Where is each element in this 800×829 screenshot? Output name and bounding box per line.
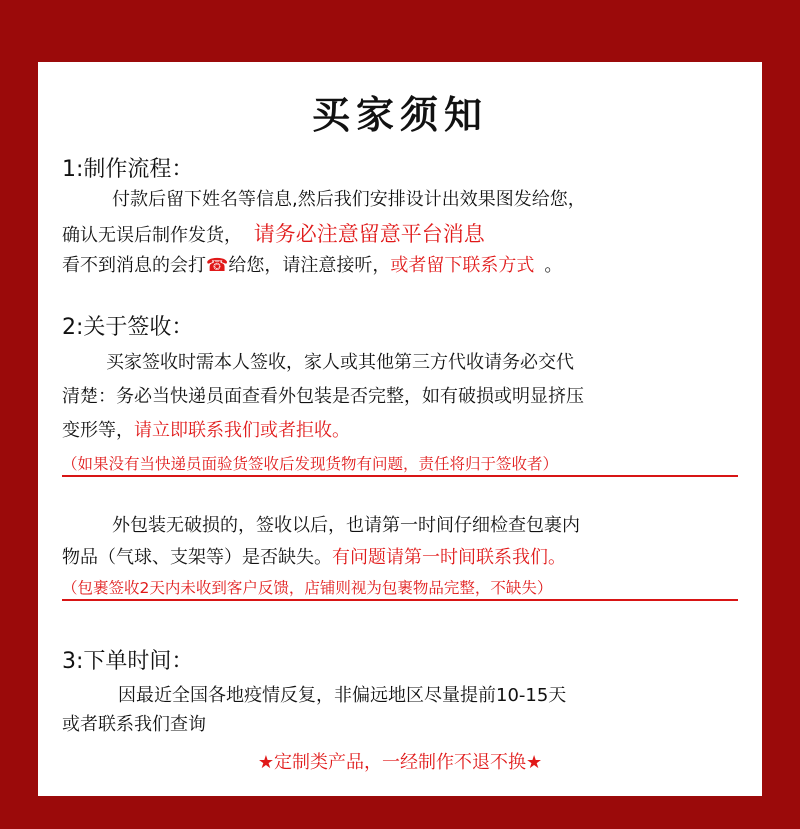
notice-card xyxy=(38,62,762,796)
section1-platform-message-note: 请务必注意留意平台消息 xyxy=(253,222,485,246)
section2-reject-note: 请立即联系我们或者拒收。 xyxy=(134,420,350,441)
section1-contact-note: 或者留下联系方式 xyxy=(390,255,535,276)
phone-icon: ☎ xyxy=(206,255,229,276)
section3-line1: 因最近全国各地疫情反复，非偏远地区尽量提前10-15天 xyxy=(118,685,567,706)
section1-line2-text: 确认无误后制作发货， xyxy=(62,225,242,246)
section2-line5-text: 物品（气球、支架等）是否缺失。 xyxy=(62,547,332,568)
page-title: 买家须知 xyxy=(311,93,488,137)
section1-heading: 1:制作流程： xyxy=(62,157,194,182)
footer-notice: ★定制类产品，一经制作不退不换★ xyxy=(257,752,543,773)
section1-line3-text-b: 给您，请注意接听， xyxy=(228,255,391,276)
section2-note2: （包裹签收2天内未收到客户反馈，店铺则视为包裹物品完整，不缺失） xyxy=(62,579,553,597)
section2-note1-underline xyxy=(62,475,738,477)
section2-contact-note: 有问题请第一时间联系我们。 xyxy=(332,547,566,568)
section2-note2-underline xyxy=(62,599,738,601)
section1-line1: 付款后留下姓名等信息,然后我们安排设计出效果图发给您， xyxy=(112,189,586,210)
section1-line3-text-a: 看不到消息的会打 xyxy=(62,255,206,276)
section2-line3-text: 变形等， xyxy=(62,420,134,441)
section3-heading: 3:下单时间： xyxy=(62,649,194,674)
section2-line2: 清楚：务必当快递员面查看外包装是否完整，如有破损或明显挤压 xyxy=(62,386,584,407)
section2-line5 xyxy=(62,543,566,569)
section1-line2 xyxy=(62,218,485,248)
section2-note1: （如果没有当快递员面验货签收后发现货物有问题，责任将归于签收者） xyxy=(62,455,559,473)
section2-line4: 外包装无破损的，签收以后，也请第一时间仔细检查包裹内 xyxy=(112,515,580,536)
section1-line3 xyxy=(62,251,562,277)
section2-line1: 买家签收时需本人签收，家人或其他第三方代收请务必交代 xyxy=(106,352,574,373)
section2-heading: 2:关于签收： xyxy=(62,315,194,340)
section1-line3-period: 。 xyxy=(544,255,563,276)
section2-line3 xyxy=(62,416,350,442)
section3-line2: 或者联系我们查询 xyxy=(62,714,206,735)
